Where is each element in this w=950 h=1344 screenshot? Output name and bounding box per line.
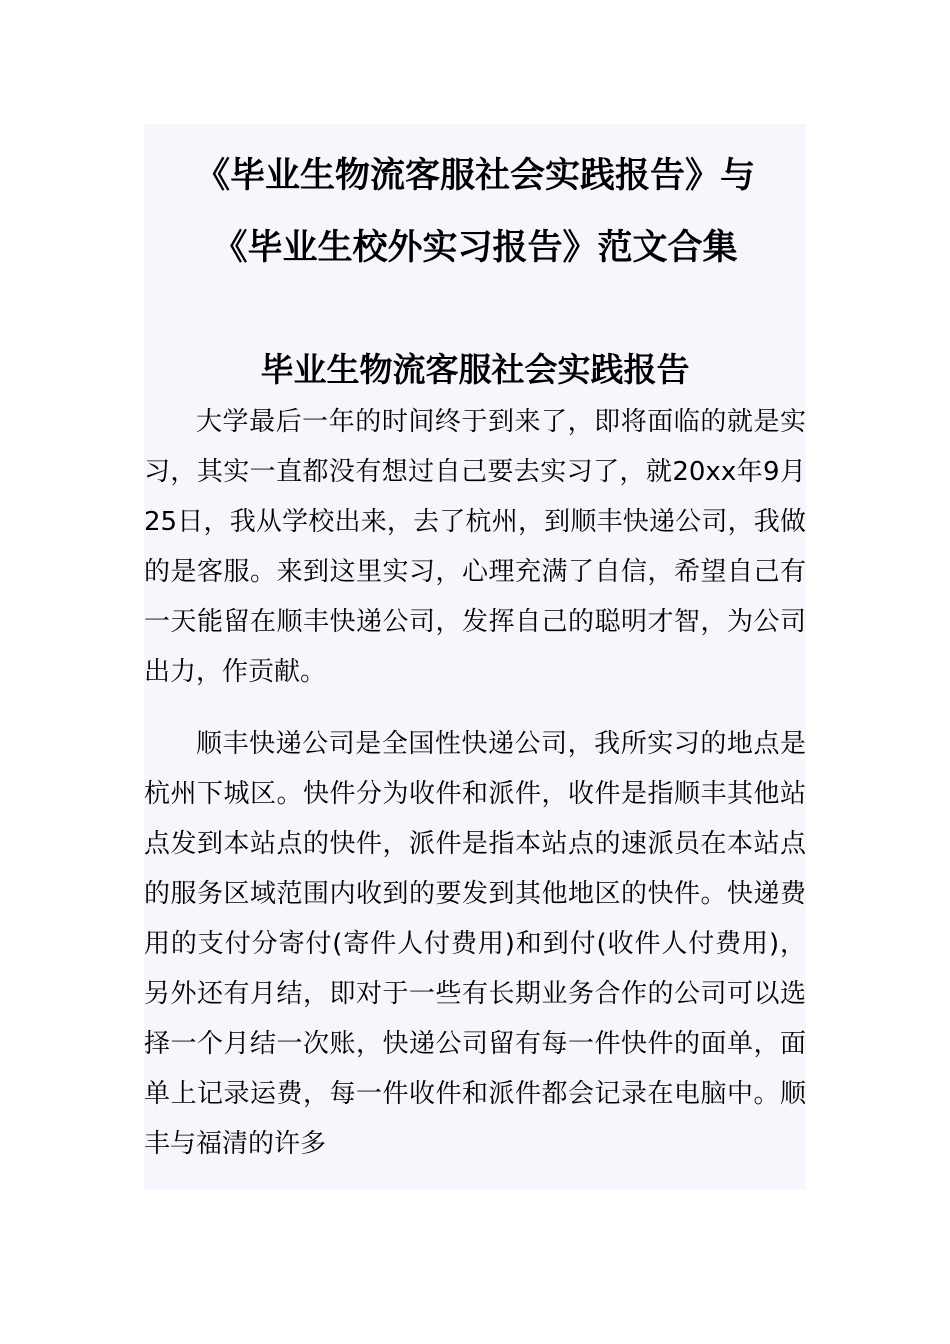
document-title-line-1: 《毕业生物流客服社会实践报告》与 <box>194 156 755 196</box>
document-title <box>144 140 806 284</box>
section-title: 毕业生物流客服社会实践报告 <box>260 350 690 389</box>
body-paragraph-1: 大学最后一年的时间终于到来了，即将面临的就是实习，其实一直都没有想过自己要去实习了，就20xx年9月25日，我从学校出来，去了杭州，到顺丰快递公司，我做的是客服。来到这里实习，心理充满了自信，希望自己有一天能留在顺丰快递公司，发挥自己的聪明才智，为公司出力，作贡献。 <box>144 407 806 687</box>
document-title-line-2: 《毕业生校外实习报告》范文合集 <box>212 228 738 268</box>
body-paragraph-2: 顺丰快递公司是全国性快递公司，我所实习的地点是杭州下城区。快件分为收件和派件，收件是指顺丰其他站点发到本站点的快件，派件是指本站点的速派员在本站点的服务区域范围内收到的要发到其他地区的快件。快递费用的支付分寄付(寄件人付费用)和到付(收件人付费用)，另外还有月结，即对于一些有长期业务合作的公司可以选择一个月结一次账，快递公司留有每一件快件的面单，面单上记录运费，每一件收件和派件都会记录在电脑中。顺丰与福清的许多 <box>144 729 806 1159</box>
document-content <box>144 124 806 1190</box>
